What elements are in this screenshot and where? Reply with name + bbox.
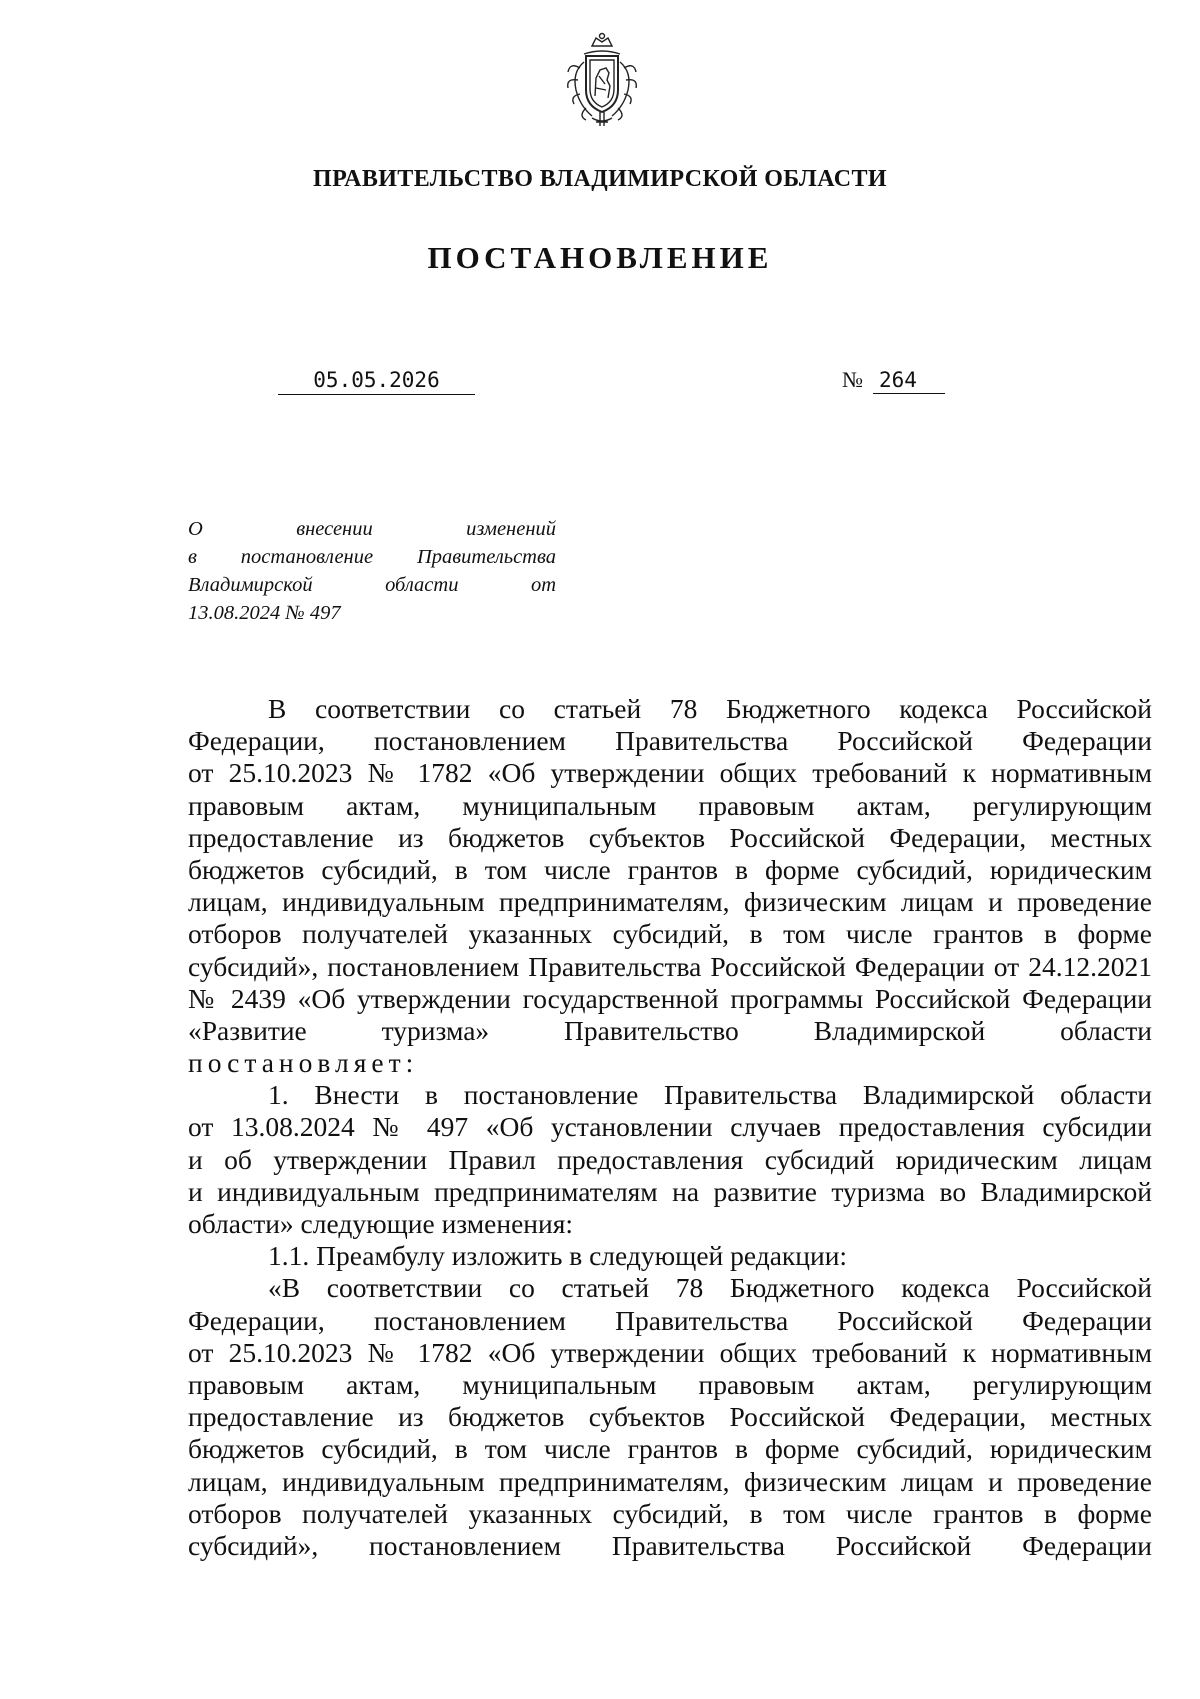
body-line: 1.1. Преамбулу изложить в следующей редакции: — [268, 1240, 848, 1272]
subject-line: 13.08.2024 № 497 — [188, 602, 341, 624]
document-subject — [188, 515, 556, 627]
body-line: от 25.10.2023 № 1782 «Об утверждении общих требований к нормативным — [188, 757, 1152, 789]
body-line: постановляет: — [188, 1047, 419, 1079]
body-line: отборов получателей указанных субсидий, в том числе грантов в форме — [188, 1497, 1152, 1529]
body-line: № 2439 «Об утверждении государственной программы Российской Федерации — [188, 982, 1152, 1014]
body-line: правовым актам, муниципальным правовым актам, регулирующим — [188, 1368, 1152, 1400]
body-line: «В соответствии со статьей 78 Бюджетного кодекса Российской — [268, 1272, 1152, 1304]
document-body — [188, 693, 1152, 1562]
body-line: лицам, индивидуальным предпринимателям, физическим лицам и проведение — [188, 1465, 1152, 1497]
body-line: от 13.08.2024 № 497 «Об установлении случаев предоставления субсидии — [188, 1111, 1152, 1143]
document-date: 05.05.2026 — [278, 366, 475, 395]
body-line: бюджетов субсидий, в том числе грантов в форме субсидий, юридическим — [188, 1433, 1152, 1465]
subject-line: О внесении изменений — [188, 518, 556, 540]
body-line: и индивидуальным предпринимателям на развитие туризма во Владимирской — [188, 1175, 1152, 1207]
subject-line: в постановление Правительства — [188, 546, 556, 568]
government-title: ПРАВИТЕЛЬСТВО ВЛАДИМИРСКОЙ ОБЛАСТИ — [313, 166, 887, 192]
body-line: «Развитие туризма» Правительство Владимирской области — [188, 1014, 1152, 1046]
body-line: субсидий», постановлением Правительства Российской Федерации — [188, 1529, 1152, 1561]
body-line: предоставление из бюджетов субъектов Российской Федерации, местных — [188, 1401, 1152, 1433]
body-line: отборов получателей указанных субсидий, в том числе грантов в форме — [188, 918, 1152, 950]
body-line: 1. Внести в постановление Правительства Владимирской области — [268, 1079, 1152, 1111]
body-line: области» следующие изменения: — [188, 1208, 574, 1239]
document-type-title: ПОСТАНОВЛЕНИЕ — [427, 240, 773, 275]
coat-of-arms-icon — [562, 32, 642, 128]
body-line: Федерации, постановлением Правительства Российской Федерации — [188, 1304, 1152, 1336]
document-number: 264 — [873, 366, 945, 394]
body-line: лицам, индивидуальным предпринимателям, физическим лицам и проведение — [188, 886, 1152, 918]
body-line: бюджетов субсидий, в том числе грантов в форме субсидий, юридическим — [188, 853, 1152, 885]
subject-line: Владимирской области от — [188, 574, 556, 596]
body-line: В соответствии со статьей 78 Бюджетного кодекса Российской — [268, 693, 1152, 724]
body-line: предоставление из бюджетов субъектов Российской Федерации, местных — [188, 821, 1152, 853]
number-sign: № — [842, 367, 863, 392]
body-line: субсидий», постановлением Правительства Российской Федерации от 24.12.2021 — [188, 950, 1152, 982]
body-line: от 25.10.2023 № 1782 «Об утверждении общих требований к нормативным — [188, 1336, 1152, 1368]
body-line: правовым актам, муниципальным правовым актам, регулирующим — [188, 789, 1152, 821]
body-line: Федерации, постановлением Правительства Российской Федерации — [188, 725, 1152, 757]
body-line: и об утверждении Правил предоставления субсидий юридическим лицам — [188, 1143, 1152, 1175]
